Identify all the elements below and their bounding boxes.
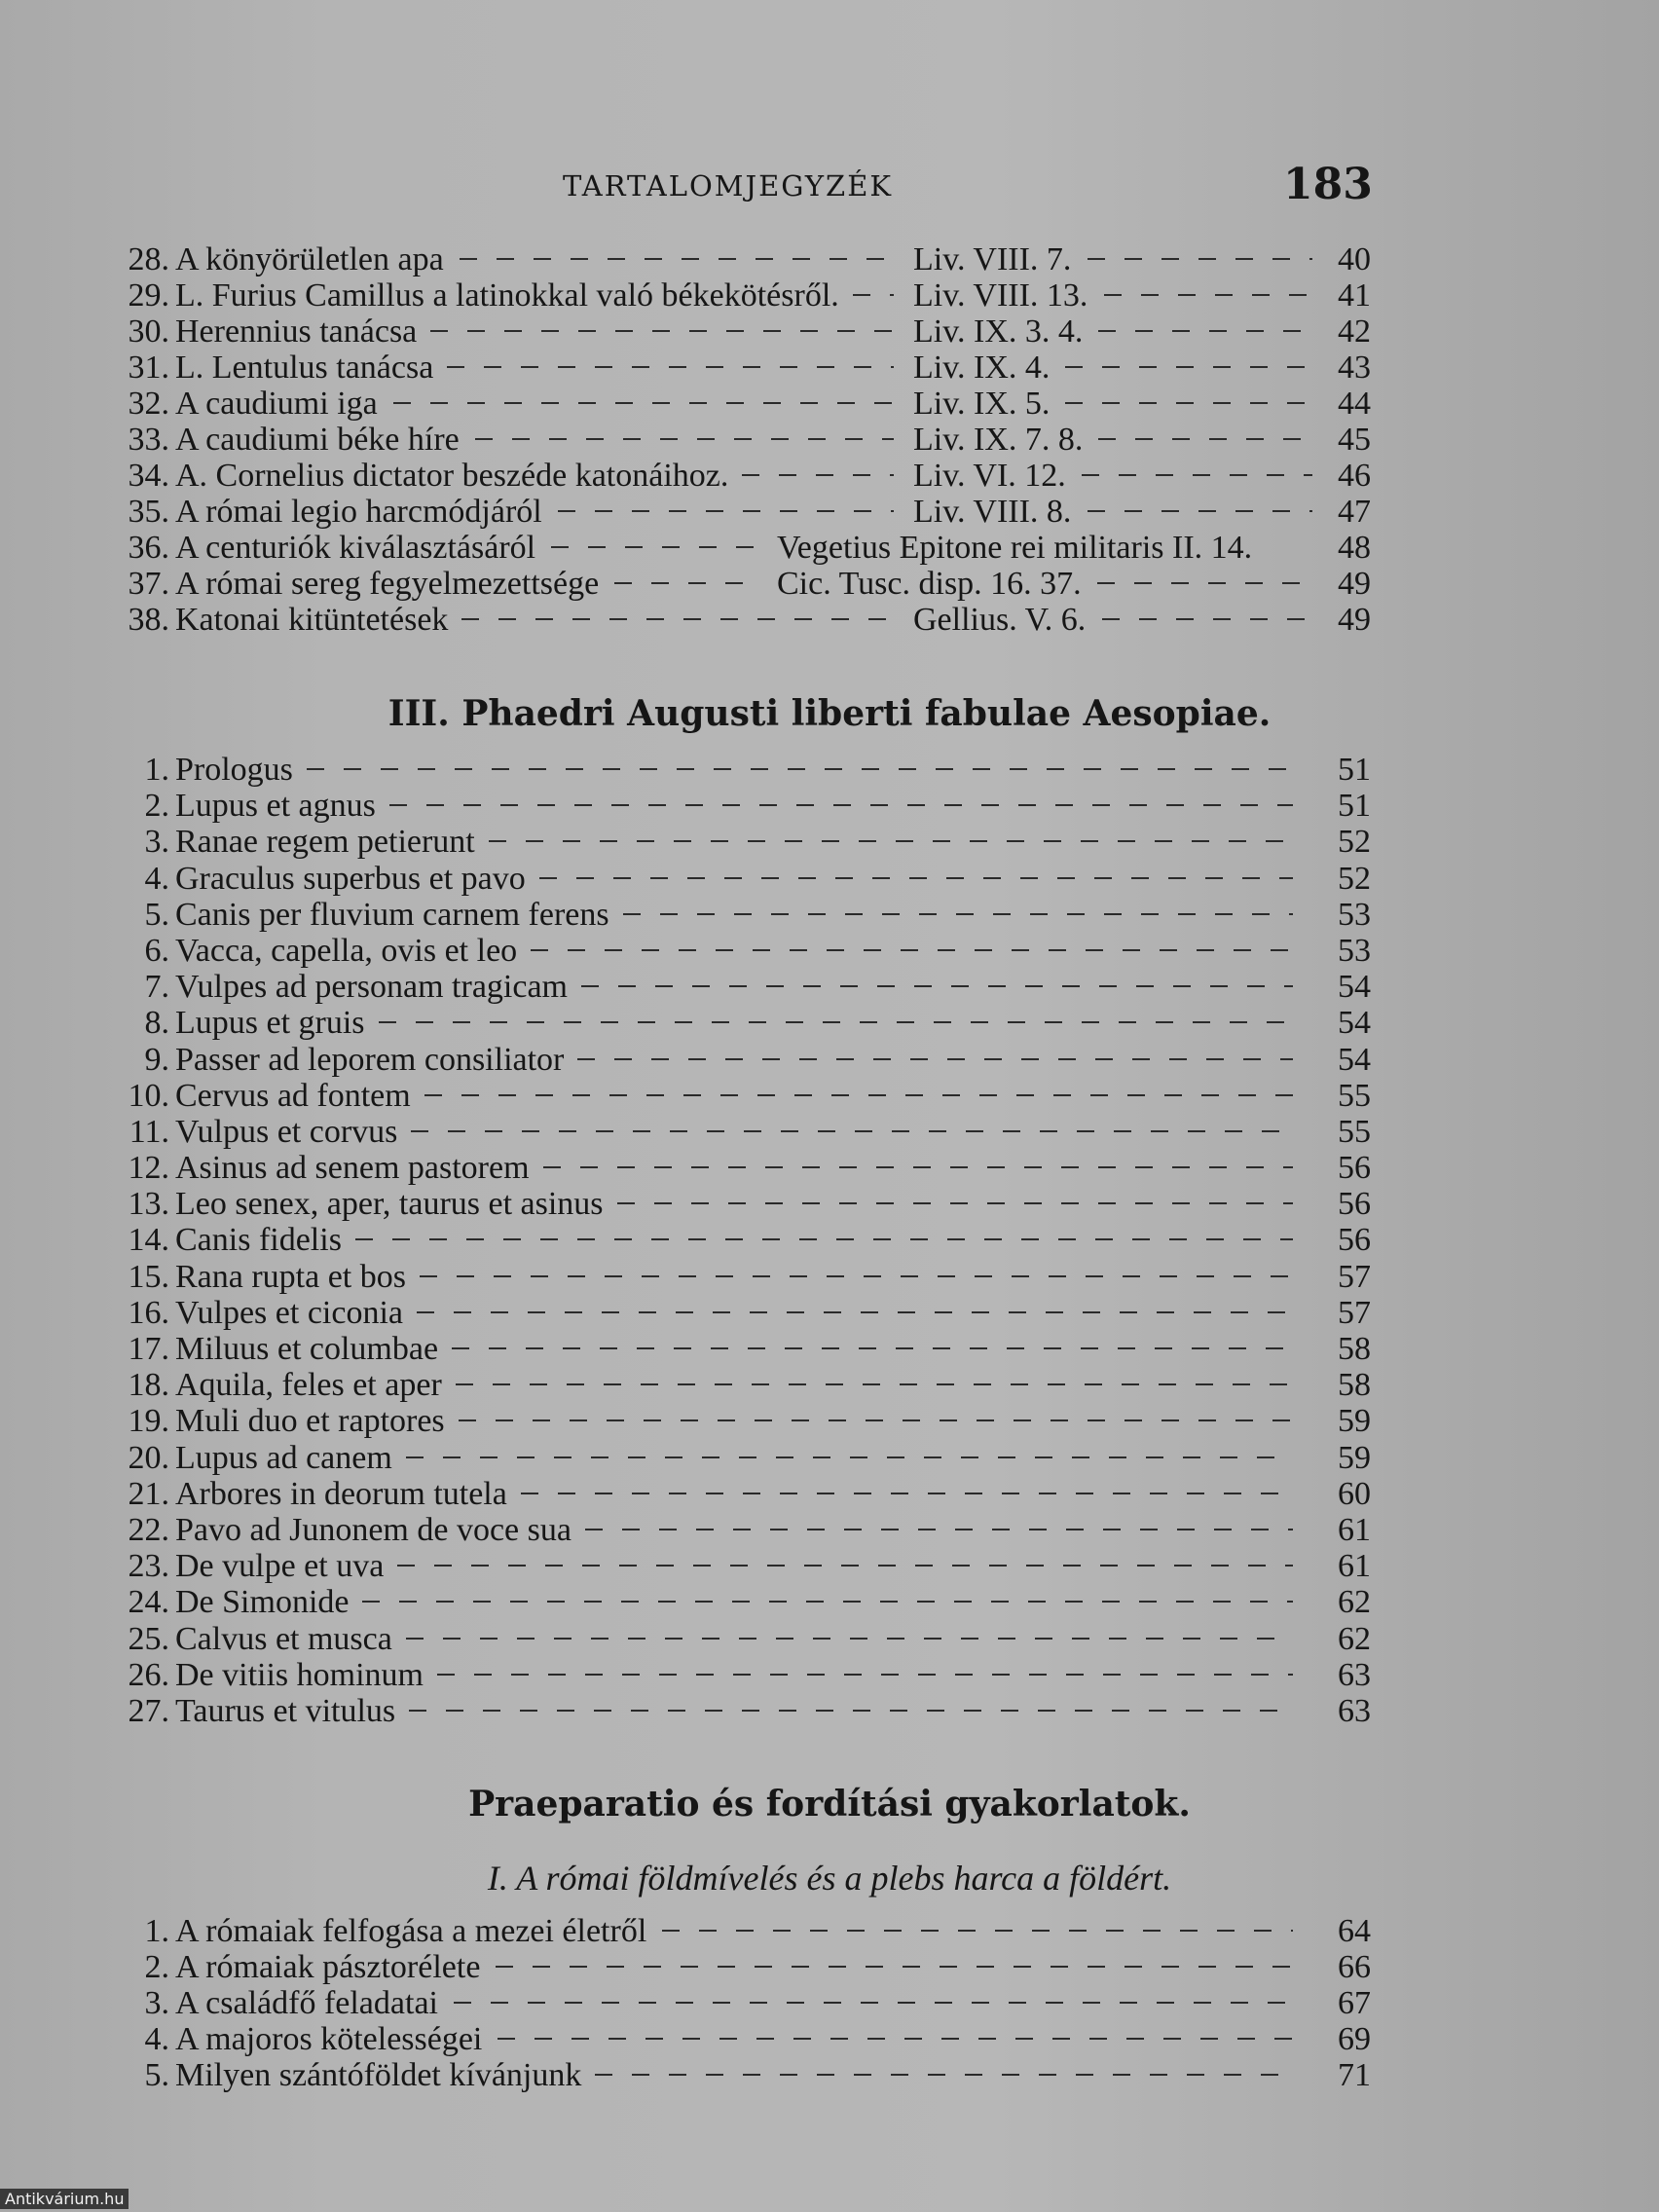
entry-number: 21. [128, 1475, 169, 1512]
praeparatio-subheading: I. A római földmívelés és a plebs harca a földért. [487, 1859, 1172, 1898]
entry-page-number: 58 [1338, 1331, 1371, 1367]
dot-leader [1102, 615, 1312, 621]
entry-source: Vegetius Epitone rei militaris II. 14. [777, 530, 1253, 566]
entry-title: Vulpes et ciconia [175, 1294, 403, 1331]
entry-number: 3. [144, 1985, 169, 2021]
entry-page-number: 51 [1338, 752, 1371, 788]
entry-source: Liv. VI. 12. [913, 458, 1066, 494]
entry-title: Canis per fluvium carnem ferens [175, 896, 609, 933]
toc-entry [105, 313, 1371, 350]
dot-leader [1098, 435, 1312, 441]
dot-leader [617, 1199, 1293, 1205]
dot-leader [595, 2071, 1293, 2077]
entry-title: Milyen szántóföldet kívánjunk [175, 2057, 582, 2093]
toc-entry [105, 530, 1371, 566]
page-number: 183 [1283, 160, 1373, 209]
dot-leader [417, 1309, 1293, 1314]
entry-title: Miluus et columbae [175, 1331, 439, 1367]
entry-title: Herennius tanácsa [175, 313, 418, 350]
dot-leader [539, 874, 1293, 880]
dot-leader [461, 615, 894, 621]
entry-title: Graculus superbus et pavo [175, 860, 526, 897]
toc-entry [105, 2057, 1371, 2093]
entry-source: Liv. VIII. 8. [913, 494, 1072, 530]
dot-leader [475, 435, 894, 441]
entry-page-number: 54 [1338, 1041, 1371, 1078]
entry-title: Cervus ad fontem [175, 1077, 411, 1114]
entry-page-number: 57 [1338, 1294, 1371, 1331]
entry-number: 38. [128, 602, 169, 638]
entry-page-number: 64 [1338, 1913, 1371, 1949]
dot-leader [307, 765, 1293, 771]
section-three-heading: III. Phaedri Augusti liberti fabulae Aesopiae. [387, 693, 1272, 734]
toc-entry [105, 824, 1371, 860]
dot-leader [406, 1454, 1293, 1459]
entry-title: Lupus ad canem [175, 1439, 392, 1476]
dot-leader [411, 1127, 1293, 1133]
entry-title: A centuriók kiválasztásáról [175, 530, 536, 566]
entry-number: 7. [144, 969, 169, 1006]
dot-leader [577, 1055, 1293, 1061]
toc-entry [105, 2021, 1371, 2057]
dot-leader [406, 1635, 1293, 1641]
entry-page-number: 49 [1338, 566, 1371, 602]
toc-entry [105, 1078, 1371, 1114]
dot-leader [521, 1490, 1293, 1495]
entry-number: 11. [129, 1113, 169, 1150]
entry-title: A könyörületlen apa [175, 241, 444, 277]
entry-number: 33. [128, 422, 169, 458]
entry-title: Lupus et agnus [175, 788, 376, 825]
entry-title: A rómaiak felfogása a mezei életről [175, 1913, 647, 1949]
dot-leader [452, 1345, 1293, 1350]
dot-leader [456, 1381, 1293, 1386]
entry-title: Rana rupta et bos [175, 1258, 406, 1295]
entry-title: A családfő feladatai [175, 1985, 438, 2021]
dot-leader [447, 363, 894, 369]
entry-number: 3. [144, 824, 169, 861]
toc-entry [105, 969, 1371, 1005]
entry-page-number: 61 [1338, 1511, 1371, 1548]
toc-entry [105, 1657, 1371, 1693]
entry-page-number: 61 [1338, 1548, 1371, 1585]
entry-number: 34. [128, 458, 169, 494]
entry-number: 20. [128, 1439, 169, 1476]
entry-page-number: 46 [1338, 458, 1371, 494]
watermark: Antikvárium.hu [0, 2189, 129, 2209]
entry-title: L. Lentulus tanácsa [175, 350, 434, 386]
dot-leader [585, 1526, 1293, 1531]
entry-page-number: 57 [1338, 1258, 1371, 1295]
dot-leader [409, 1707, 1293, 1713]
entry-page-number: 42 [1338, 313, 1371, 350]
entry-page-number: 41 [1338, 277, 1371, 313]
entry-source: Liv. VIII. 13. [913, 277, 1088, 313]
dot-leader [362, 1598, 1293, 1604]
toc-entry [105, 1295, 1371, 1331]
entry-number: 31. [128, 350, 169, 386]
entry-page-number: 44 [1338, 386, 1371, 422]
entry-page-number: 69 [1338, 2021, 1371, 2057]
entry-number: 10. [128, 1077, 169, 1114]
entry-title: Asinus ad senem pastorem [175, 1150, 530, 1187]
toc-entry [105, 1222, 1371, 1258]
dot-leader [397, 1562, 1293, 1567]
toc-entry [105, 1367, 1371, 1403]
toc-entry [105, 1005, 1371, 1041]
dot-leader [853, 291, 894, 297]
toc-entry [105, 1042, 1371, 1078]
entry-page-number: 52 [1338, 860, 1371, 897]
entry-title: Leo senex, aper, taurus et asinus [175, 1186, 604, 1223]
praeparatio-heading: Praeparatio és fordítási gyakorlatok. [468, 1784, 1191, 1825]
dot-leader [379, 1018, 1293, 1024]
toc-entry [105, 277, 1371, 313]
toc-entry [105, 861, 1371, 897]
toc-entry [105, 350, 1371, 386]
entry-page-number: 62 [1338, 1584, 1371, 1621]
dot-leader [1097, 579, 1312, 585]
dot-leader [430, 327, 894, 333]
entry-number: 19. [128, 1403, 169, 1440]
entry-page-number: 54 [1338, 1005, 1371, 1042]
toc-entry [105, 1985, 1371, 2021]
toc-entry [105, 1186, 1371, 1222]
entry-title: Lupus et gruis [175, 1005, 365, 1042]
toc-entry [105, 422, 1371, 458]
toc-entry [105, 1584, 1371, 1620]
dot-leader [1065, 363, 1312, 369]
entry-number: 4. [144, 860, 169, 897]
entry-title: Taurus et vitulus [175, 1692, 396, 1729]
entry-title: Vacca, capella, ovis et leo [175, 932, 518, 969]
toc-entry [105, 1259, 1371, 1295]
entry-page-number: 59 [1338, 1403, 1371, 1440]
entry-source: Cic. Tusc. disp. 16. 37. [777, 566, 1082, 602]
entry-number: 23. [128, 1548, 169, 1585]
entry-title: Calvus et musca [175, 1620, 392, 1657]
dot-leader [662, 1927, 1293, 1933]
entry-title: Katonai kitüntetések [175, 602, 449, 638]
entry-number: 16. [128, 1294, 169, 1331]
dot-leader [1088, 507, 1312, 513]
entry-number: 5. [144, 896, 169, 933]
entry-page-number: 63 [1338, 1692, 1371, 1729]
dot-leader [1082, 471, 1312, 477]
dot-leader [459, 1417, 1293, 1422]
dot-leader [1088, 255, 1312, 261]
dot-leader [623, 910, 1293, 916]
toc-entry [105, 788, 1371, 824]
toc-entry [105, 566, 1371, 602]
toc-entry [105, 241, 1371, 277]
dot-leader [1065, 399, 1312, 405]
entry-page-number: 51 [1338, 788, 1371, 825]
entry-title: A római legio harcmódjáról [175, 494, 542, 530]
entry-title: A. Cornelius dictator beszéde katonáihoz. [175, 458, 729, 494]
entry-page-number: 40 [1338, 241, 1371, 277]
entry-page-number: 56 [1338, 1150, 1371, 1187]
entry-number: 26. [128, 1656, 169, 1693]
entry-title: Ranae regem petierunt [175, 824, 475, 861]
dot-leader [614, 579, 757, 585]
toc-entry [105, 1512, 1371, 1548]
entry-page-number: 66 [1338, 1949, 1371, 1985]
toc-entry [105, 1331, 1371, 1367]
toc-entry [105, 1440, 1371, 1476]
toc-entry [105, 752, 1371, 788]
dot-leader [420, 1272, 1293, 1278]
entry-number: 30. [128, 313, 169, 350]
toc-entry [105, 1548, 1371, 1584]
entry-title: Muli duo et raptores [175, 1403, 445, 1440]
entry-number: 36. [128, 530, 169, 566]
dot-leader [424, 1091, 1293, 1097]
entry-number: 6. [144, 932, 169, 969]
entry-source: Liv. IX. 4. [913, 350, 1051, 386]
entry-page-number: 62 [1338, 1620, 1371, 1657]
entry-page-number: 53 [1338, 896, 1371, 933]
entry-page-number: 52 [1338, 824, 1371, 861]
toc-entry [105, 1403, 1371, 1439]
entry-number: 14. [128, 1222, 169, 1259]
entry-number: 15. [128, 1258, 169, 1295]
entry-number: 13. [128, 1186, 169, 1223]
dot-leader [558, 507, 894, 513]
entry-source: Liv. IX. 5. [913, 386, 1051, 422]
entry-number: 12. [128, 1150, 169, 1187]
entry-number: 24. [128, 1584, 169, 1621]
dot-leader [1098, 327, 1312, 333]
toc-entry [105, 1913, 1371, 1949]
toc-entry [105, 1150, 1371, 1186]
dot-leader [389, 801, 1293, 807]
dot-leader [581, 982, 1293, 988]
entry-title: Vulpus et corvus [175, 1113, 398, 1150]
entry-number: 37. [128, 566, 169, 602]
dot-leader [460, 255, 894, 261]
entry-number: 18. [128, 1367, 169, 1404]
toc-entry [105, 897, 1371, 933]
entry-title: Aquila, feles et aper [175, 1367, 442, 1404]
dot-leader [1104, 291, 1312, 297]
entry-title: L. Furius Camillus a latinokkal való békekötésről. [175, 277, 839, 313]
toc-list-section-two [105, 241, 1371, 638]
entry-number: 9. [144, 1041, 169, 1078]
toc-entry [105, 602, 1371, 638]
entry-page-number: 55 [1338, 1077, 1371, 1114]
entry-page-number: 58 [1338, 1367, 1371, 1404]
entry-source: Liv. IX. 7. 8. [913, 422, 1084, 458]
entry-title: A caudiumi béke híre [175, 422, 460, 458]
entry-page-number: 43 [1338, 350, 1371, 386]
entry-page-number: 54 [1338, 969, 1371, 1006]
dot-leader [454, 1999, 1293, 2005]
entry-source: Liv. VIII. 7. [913, 241, 1072, 277]
entry-page-number: 71 [1338, 2057, 1371, 2093]
entry-page-number: 63 [1338, 1656, 1371, 1693]
toc-entry [105, 1114, 1371, 1150]
dot-leader [543, 1163, 1293, 1169]
dot-leader [496, 1963, 1293, 1969]
entry-number: 8. [144, 1005, 169, 1042]
entry-number: 2. [144, 1949, 169, 1985]
entry-title: Passer ad leporem consiliator [175, 1041, 565, 1078]
dot-leader [498, 2035, 1293, 2041]
running-title: TARTALOMJEGYZÉK [563, 169, 894, 203]
entry-title: De vulpe et uva [175, 1548, 385, 1585]
toc-entry [105, 1476, 1371, 1512]
entry-number: 2. [144, 788, 169, 825]
entry-title: A rómaiak pásztorélete [175, 1949, 481, 1985]
entry-page-number: 49 [1338, 602, 1371, 638]
toc-list-section-three [105, 752, 1371, 1729]
toc-entry [105, 458, 1371, 494]
page-header [0, 160, 1659, 212]
entry-number: 29. [128, 277, 169, 313]
dot-leader [393, 399, 894, 405]
entry-title: Canis fidelis [175, 1222, 342, 1259]
toc-list-praeparatio [105, 1913, 1371, 2093]
entry-page-number: 59 [1338, 1439, 1371, 1476]
dot-leader [551, 543, 757, 549]
entry-title: Vulpes ad personam tragicam [175, 969, 568, 1006]
entry-title: Prologus [175, 752, 293, 788]
entry-number: 17. [128, 1331, 169, 1367]
toc-entry [105, 386, 1371, 422]
dot-leader [531, 946, 1293, 952]
entry-number: 25. [128, 1620, 169, 1657]
entry-source: Gellius. V. 6. [913, 602, 1087, 638]
entry-number: 27. [128, 1692, 169, 1729]
entry-page-number: 60 [1338, 1475, 1371, 1512]
entry-page-number: 56 [1338, 1186, 1371, 1223]
dot-leader [742, 471, 894, 477]
entry-number: 5. [144, 2057, 169, 2093]
toc-entry [105, 1621, 1371, 1657]
entry-page-number: 53 [1338, 932, 1371, 969]
dot-leader [355, 1235, 1293, 1241]
dot-leader [437, 1671, 1293, 1677]
entry-page-number: 47 [1338, 494, 1371, 530]
entry-number: 32. [128, 386, 169, 422]
entry-title: De vitiis hominum [175, 1656, 424, 1693]
entry-number: 35. [128, 494, 169, 530]
entry-number: 1. [144, 752, 169, 788]
entry-number: 4. [144, 2021, 169, 2057]
entry-title: A római sereg fegyelmezettsége [175, 566, 600, 602]
entry-source: Liv. IX. 3. 4. [913, 313, 1084, 350]
entry-number: 22. [128, 1511, 169, 1548]
entry-page-number: 55 [1338, 1113, 1371, 1150]
entry-title: Arbores in deorum tutela [175, 1475, 507, 1512]
entry-page-number: 56 [1338, 1222, 1371, 1259]
entry-title: Pavo ad Junonem de voce sua [175, 1511, 571, 1548]
entry-title: A caudiumi iga [175, 386, 378, 422]
toc-entry [105, 1949, 1371, 1985]
toc-entry [105, 494, 1371, 530]
entry-number: 1. [144, 1913, 169, 1949]
entry-page-number: 67 [1338, 1985, 1371, 2021]
toc-entry [105, 933, 1371, 969]
dot-leader [489, 837, 1293, 843]
entry-title: De Simonide [175, 1584, 350, 1621]
entry-page-number: 45 [1338, 422, 1371, 458]
entry-title: A majoros kötelességei [175, 2021, 483, 2057]
entry-page-number: 48 [1338, 530, 1371, 566]
toc-entry [105, 1693, 1371, 1729]
entry-number: 28. [128, 241, 169, 277]
